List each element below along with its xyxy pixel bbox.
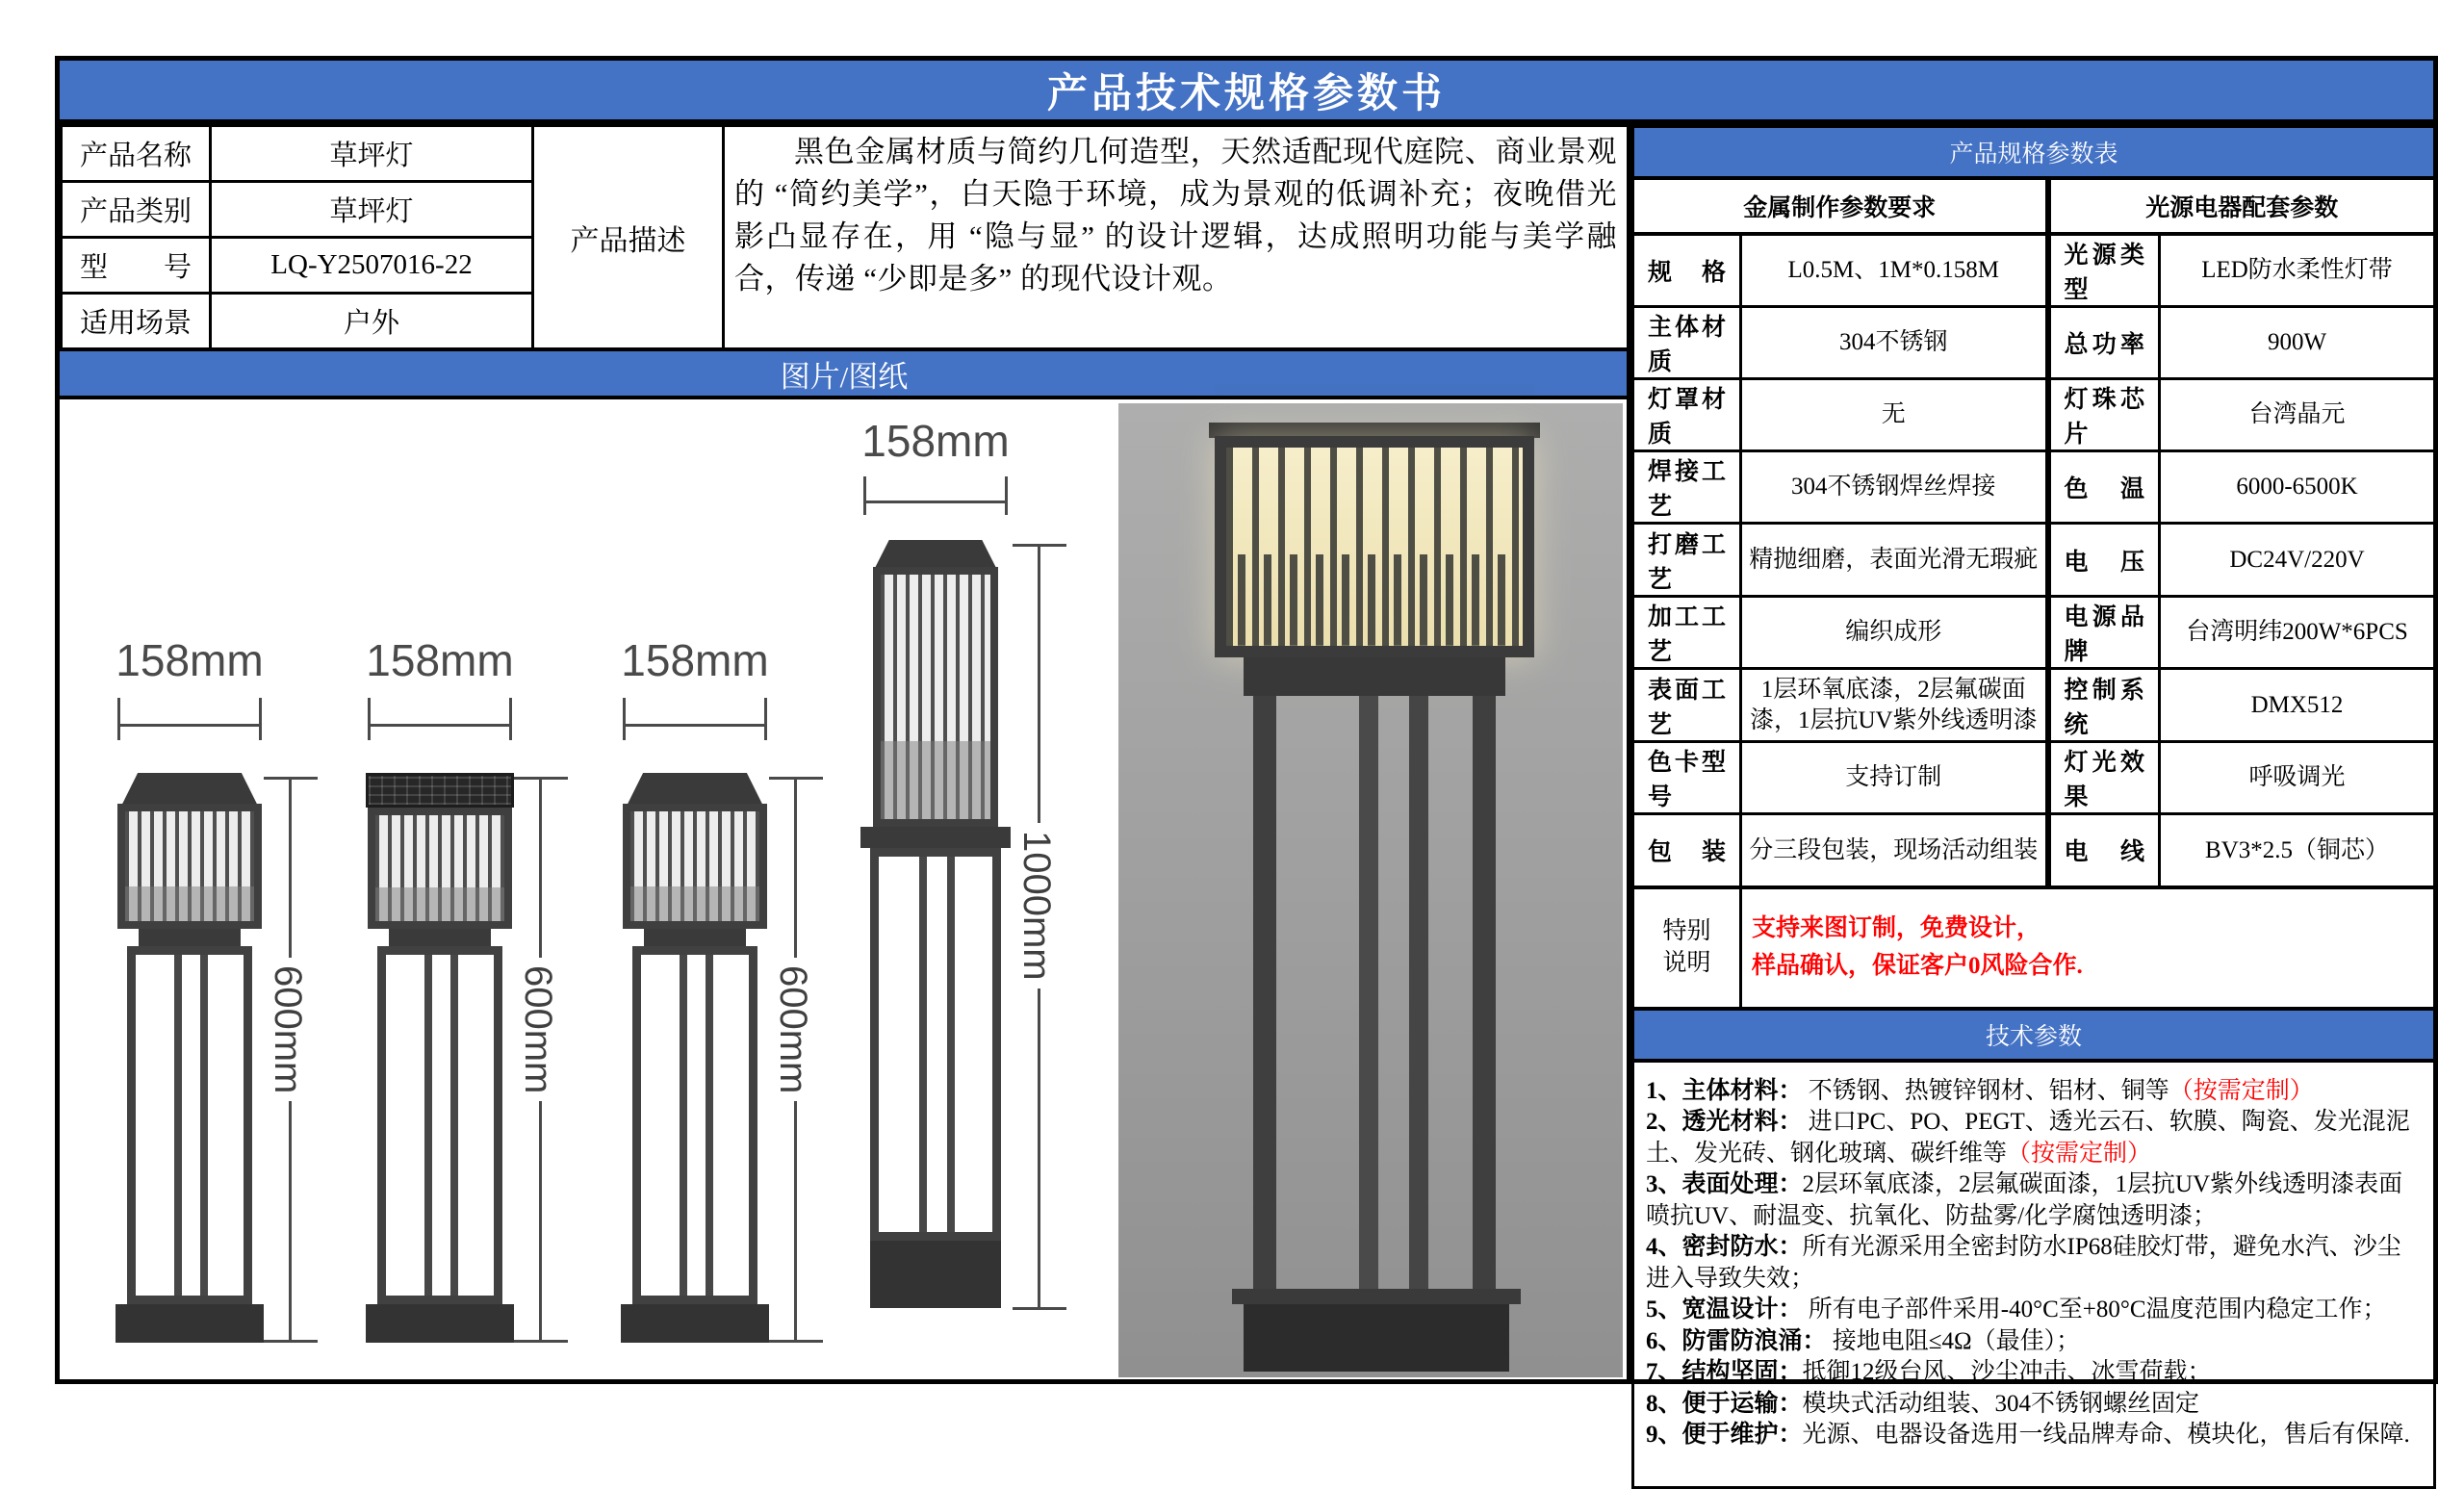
info-label-name: 产品名称 <box>62 126 211 182</box>
spec-label: 色卡型号 <box>1633 742 1741 814</box>
lamp4-head <box>873 567 998 827</box>
tech-item: 6、防雷防浪涌： 接地电阻≤4Ω（最佳）； <box>1646 1327 2081 1354</box>
tech-item: 5、宽温设计： 所有电子部件采用-40°C至+80°C温度范围内稳定工作； <box>1646 1296 2387 1322</box>
spec-parameter-panel <box>1627 124 2433 1448</box>
document-title: 产品技术规格参数书 <box>1046 71 1446 116</box>
lamp2-frame <box>377 946 502 1304</box>
spec-value: DMX512 <box>2160 669 2435 742</box>
spec-label: 电线 <box>2048 814 2160 887</box>
lamp3-neck <box>644 929 746 946</box>
spec-label: 包装 <box>1633 814 1741 887</box>
photo-lamp-glowing-head <box>1215 436 1534 657</box>
images-section-title: 图片/图纸 <box>780 359 909 394</box>
lamp2-head <box>368 808 512 929</box>
special-note-line2: 样品确认，保证客户0风险合作. <box>1752 952 2083 979</box>
lamp1-neck <box>139 929 241 946</box>
lamp3-cap <box>621 773 769 806</box>
tech-item: 1、主体材料： 不锈钢、热镀锌钢材、铝材、铜等（按需定制） <box>1646 1077 2314 1104</box>
spec-value: 分三段包装，现场活动组装 <box>1741 814 2048 887</box>
photo-lamp-leg <box>1253 696 1276 1289</box>
spec-label: 焊接工艺 <box>1633 451 1741 524</box>
spec-value: 304不锈钢 <box>1741 307 2048 379</box>
spec-value: 台湾晶元 <box>2160 379 2435 451</box>
lamp3-frame <box>632 946 757 1304</box>
lamp1-cap <box>116 773 264 806</box>
lamp3-head <box>623 804 767 929</box>
images-section-bar <box>60 347 1629 399</box>
photo-lamp-leg <box>1473 696 1496 1289</box>
lamp1-width-dimline <box>117 698 262 740</box>
spec-value: 呼吸调光 <box>2160 742 2435 814</box>
tech-item: 7、结构坚固：抵御12级台风、沙尘冲击、冰雪荷载； <box>1646 1359 2212 1385</box>
photo-lamp-base-lip <box>1232 1289 1521 1304</box>
description-label: 产品描述 <box>533 126 724 349</box>
tech-item: 8、便于运输：模块式活动组装、304不锈钢螺丝固定 <box>1646 1390 2200 1417</box>
special-note-line1: 支持来图订制，免费设计， <box>1752 914 2041 941</box>
spec-label: 表面工艺 <box>1633 669 1741 742</box>
photo-lamp-leg <box>1359 696 1378 1289</box>
spec-label: 主体材质 <box>1633 307 1741 379</box>
lamp4-width-dimension: 158mm <box>861 416 1010 466</box>
lamp3-width-dimension: 158mm <box>621 635 769 685</box>
product-render-photo <box>1118 403 1623 1377</box>
info-label-model: 型号 <box>62 238 211 294</box>
info-value-category: 草坪灯 <box>211 182 533 238</box>
spec-label: 灯珠芯片 <box>2048 379 2160 451</box>
photo-lamp-leg <box>1409 696 1428 1289</box>
tech-item: 2、透光材料： 进口PC、PO、PEGT、透光云石、软膜、陶瓷、发光混泥土、发光砖、钢化玻璃、碳纤维等（按需定制） <box>1646 1109 2410 1167</box>
spec-label: 电源品牌 <box>2048 597 2160 669</box>
tech-item: 4、密封防水：所有光源采用全密封防水IP68硅胶灯带，避免水汽、沙尘进入导致失效； <box>1646 1234 2401 1292</box>
lamp1-width-dimension: 158mm <box>116 635 264 685</box>
tech-section-title: 技术参数 <box>1633 1009 2435 1061</box>
lamp1-head <box>117 804 262 929</box>
lamp4-neck <box>860 827 1011 848</box>
description-text: 黑色金属材质与简约几何造型，天然适配现代庭院、商业景观的 “简约美学”，白天隐于环境，成为景观的低调补充；夜晚借光影凸显存在，用 “隐与显” 的设计逻辑，达成照明功能与美学融合，传递 “少即是多” 的现代设计观。 <box>724 126 1630 349</box>
lamp2-neck <box>389 929 491 946</box>
spec-value: L0.5M、1M*0.158M <box>1741 234 2048 307</box>
lamp3-height-dimension: 600mm <box>771 958 814 1101</box>
spec-value: 6000-6500K <box>2160 451 2435 524</box>
spec-value: 900W <box>2160 307 2435 379</box>
lamp1-frame <box>127 946 252 1304</box>
lamp1-base <box>116 1304 264 1343</box>
lamp3-width-dimline <box>623 698 767 740</box>
spec-value: DC24V/220V <box>2160 524 2435 597</box>
spec-label: 控制系统 <box>2048 669 2160 742</box>
spec-value: 台湾明纬200W*6PCS <box>2160 597 2435 669</box>
info-label-category: 产品类别 <box>62 182 211 238</box>
lamp2-width-dimension: 158mm <box>366 635 514 685</box>
lamp2-width-dimline <box>368 698 512 740</box>
spec-table-title: 产品规格参数表 <box>1633 126 2435 178</box>
spec-label: 加工工艺 <box>1633 597 1741 669</box>
lamp2-height-dimension: 600mm <box>516 958 559 1101</box>
info-label-scene: 适用场景 <box>62 294 211 349</box>
info-value-name: 草坪灯 <box>211 126 533 182</box>
spec-value: 支持订制 <box>1741 742 2048 814</box>
tech-item: 9、便于维护：光源、电器设备选用一线品牌寿命、模块化，售后有保障. <box>1646 1422 2410 1448</box>
lamp3-base <box>621 1304 769 1343</box>
info-value-scene: 户外 <box>211 294 533 349</box>
spec-value: 304不锈钢焊丝焊接 <box>1741 451 2048 524</box>
spec-document <box>55 56 2438 1448</box>
spec-label: 规格 <box>1633 234 1741 307</box>
tech-item: 3、表面处理：2层环氧底漆，2层氟碳面漆，1层抗UV紫外线透明漆表面喷抗UV、耐温变、抗氧化、防盐雾/化学腐蚀透明漆； <box>1646 1171 2403 1229</box>
spec-value: 无 <box>1741 379 2048 451</box>
product-info-table <box>60 124 1629 347</box>
spec-value: LED防水柔性灯带 <box>2160 234 2435 307</box>
lamp1-height-dimension: 600mm <box>266 958 309 1101</box>
photo-lamp-base <box>1244 1304 1509 1372</box>
special-note-label: 特别说明 <box>1633 887 1741 1009</box>
lamp4-width-dimline <box>863 476 1008 515</box>
spec-label: 色温 <box>2048 451 2160 524</box>
lamp4-base <box>870 1241 1001 1308</box>
lamp4-height-dimension: 1000mm <box>1014 823 1058 988</box>
spec-label: 电压 <box>2048 524 2160 597</box>
lamp2-base <box>366 1304 514 1343</box>
spec-label: 打磨工艺 <box>1633 524 1741 597</box>
spec-label: 总功率 <box>2048 307 2160 379</box>
special-note-text <box>1741 887 2435 1009</box>
spec-left-group-header: 金属制作参数要求 <box>1633 178 2048 234</box>
drawings-area <box>60 399 1629 1379</box>
spec-value: 精抛细磨，表面光滑无瑕疵 <box>1741 524 2048 597</box>
spec-label: 光源类型 <box>2048 234 2160 307</box>
info-value-model: LQ-Y2507016-22 <box>211 238 533 294</box>
lamp4-frame <box>870 848 1001 1241</box>
lamp4-cap <box>869 540 1002 569</box>
photo-lamp-plate <box>1244 657 1505 696</box>
spec-right-group-header: 光源电器配套参数 <box>2048 178 2435 234</box>
spec-label: 灯罩材质 <box>1633 379 1741 451</box>
document-title-bar <box>60 61 2433 124</box>
lamp2-solar-cap <box>366 773 514 808</box>
tech-parameter-list <box>1633 1061 2435 1488</box>
spec-value: BV3*2.5（铜芯） <box>2160 814 2435 887</box>
spec-value: 编织成形 <box>1741 597 2048 669</box>
spec-label: 灯光效果 <box>2048 742 2160 814</box>
spec-value: 1层环氧底漆，2层氟碳面漆，1层抗UV紫外线透明漆 <box>1741 669 2048 742</box>
